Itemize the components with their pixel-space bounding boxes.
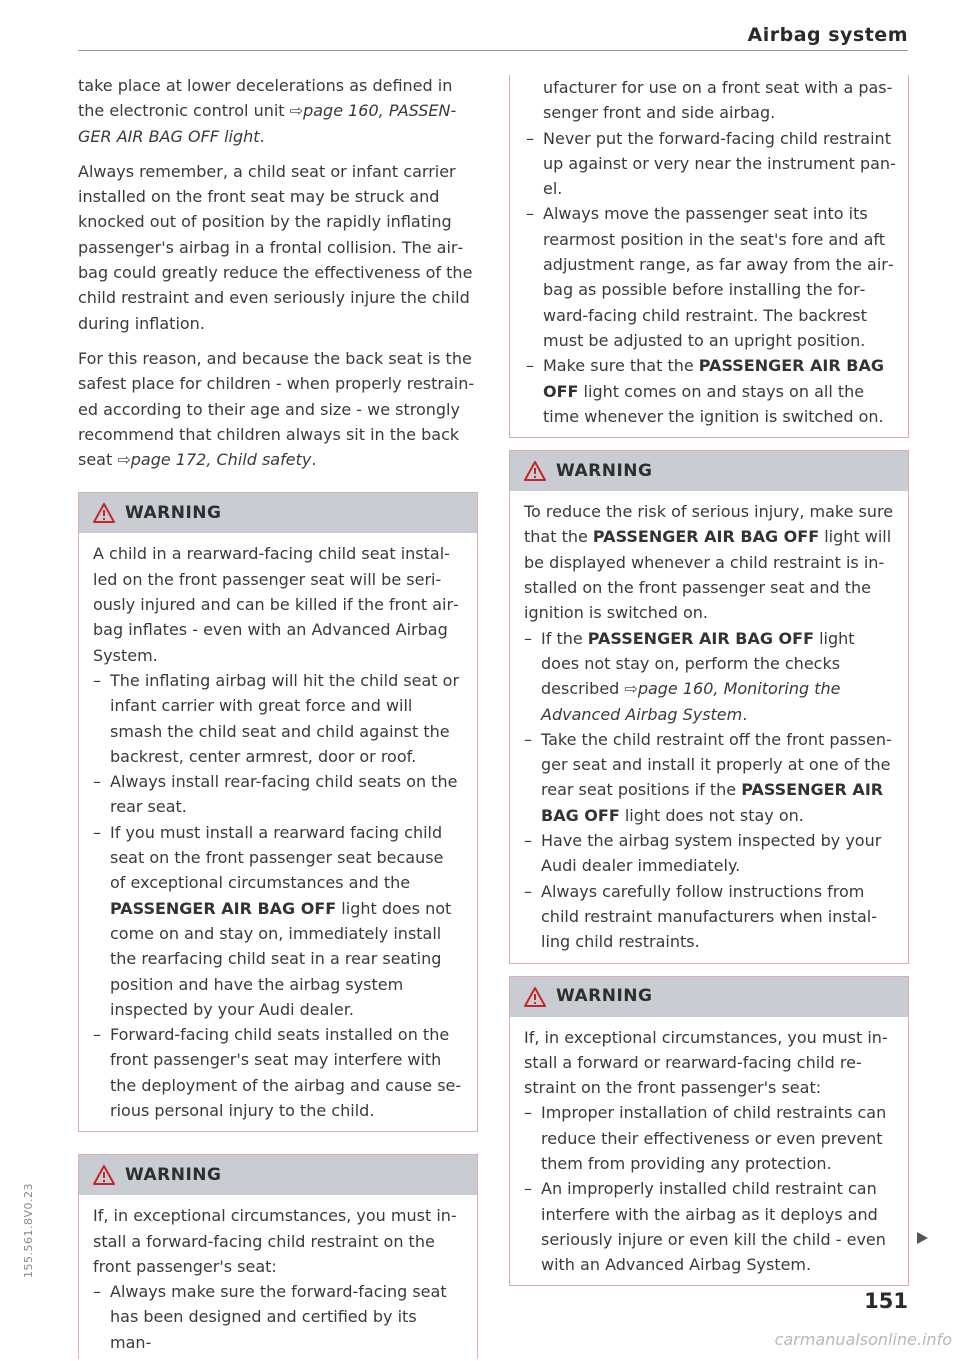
warning-header (510, 977, 908, 1017)
list-item: – If the PASSENGER AIR BAG OFF light does not stay on, perform the checks described ⇨page 160, Monitoring the Advanced Airbag System. (524, 626, 894, 727)
warning-triangle-icon (93, 503, 115, 523)
warning-header (79, 493, 477, 533)
section-title: Airbag system (747, 24, 908, 46)
list-item: – Always install rear-facing child seats on the rear seat. (93, 769, 463, 820)
left-column (78, 73, 478, 1359)
warning-body (510, 491, 908, 962)
continue-arrow-icon (917, 1232, 928, 1244)
warning-intro: If, in exceptional circumstances, you must install a forward-facing child restraint on the front passenger's seat: (93, 1206, 457, 1276)
list-item: – Make sure that the PASSENGER AIR BAG OFF light comes on and stays on all the time whenever the ignition is switched on. (526, 353, 896, 429)
page-reference-link[interactable]: page 160, Monitoring the Advanced Airbag System (541, 679, 841, 724)
list-item: – The inflating airbag will hit the child seat or infant carrier with great force and will smash the child seat and child against the backrest, center armrest, door or roof. (93, 668, 463, 769)
page-ref-arrow-icon: ⇨ (624, 679, 638, 699)
page-ref-arrow-icon: ⇨ (289, 101, 304, 121)
warning-intro: If, in exceptional circumstances, you must install a forward or rearward-facing child restraint on the front passenger's seat: (524, 1027, 888, 1098)
continued-text: ufacturer for use on a front seat with a passenger front and side airbag. (543, 78, 893, 123)
paragraph-1: take place at lower decelerations as defined in the electronic control unit ⇨page 160, PASSENGER AIR BAG OFF light. (78, 76, 457, 146)
warning-list (526, 126, 896, 430)
list-item: – Always make sure the forward-facing seat has been designed and certified by its man- (93, 1279, 463, 1355)
right-column (509, 75, 909, 1286)
warning-body (79, 1195, 477, 1359)
warning-body (510, 1017, 908, 1286)
warning-list (93, 1279, 463, 1355)
warning-list (524, 1100, 894, 1277)
warning-box (509, 450, 909, 963)
list-item: – Have the airbag system inspected by your Audi dealer immediately. (524, 828, 894, 879)
page-ref-arrow-icon: ⇨ (117, 450, 131, 470)
list-item: – An improperly installed child restraint can interfere with the airbag as it deploys and seriously injure or even kill the child - even with an Advanced Airbag System. (524, 1176, 894, 1277)
warning-heading: WARNING (556, 985, 653, 1006)
warning-triangle-icon (93, 1165, 115, 1185)
warning-intro: To reduce the risk of serious injury, make sure that the PASSENGER AIR BAG OFF light will be displayed whenever a child restraint is installed on the front passenger seat and the ignition is switched on. (524, 502, 894, 623)
list-item: – If you must install a rearward facing child seat on the front passenger seat because of exceptional circumstances and the PASSENGER AIR BAG OFF light does not come on and stay on, immediately install the rearfacing child seat in a rear seating position and have the airbag system inspected by your Audi dealer. (93, 820, 463, 1022)
list-item: – Improper installation of child restraints can reduce their effectiveness or even prevent them from providing any protection. (524, 1100, 894, 1176)
header-rule (78, 50, 908, 51)
warning-box (78, 492, 478, 1132)
paragraph-3: For this reason, and because the back seat is the safest place for children - when properly restrained according to their age and size - we strongly recommend that children always sit in the back seat ⇨page 172, Child safety. (78, 348, 475, 470)
warning-header (79, 1155, 477, 1195)
warning-header (510, 451, 908, 491)
warning-box (78, 1154, 478, 1359)
warning-intro: A child in a rearward-facing child seat installed on the front passenger seat will be seriously injured and can be killed if the front airbag inflates - even with an Advanced Airbag System. (93, 544, 459, 665)
document-code: 155.561.8V0.23 (22, 1183, 35, 1278)
warning-body (79, 533, 477, 1131)
warning-heading: WARNING (125, 1164, 222, 1185)
warning-triangle-icon (524, 461, 546, 481)
warning-list (524, 626, 894, 955)
warning-triangle-icon (524, 987, 546, 1007)
paragraph-2: Always remember, a child seat or infant carrier installed on the front seat may be struck and knocked out of position by the rapidly inflating passenger's airbag in a frontal collision. The airbag could greatly reduce the effectiveness of the child restraint and even seriously injure the child during inflation. (78, 161, 473, 333)
list-item: – Take the child restraint off the front passenger seat and install it properly at one of the rear seat positions if the PASSENGER AIR BAG OFF light does not stay on. (524, 727, 894, 828)
warning-continued-box (509, 75, 909, 438)
warning-list (93, 668, 463, 1123)
warning-box (509, 976, 909, 1287)
page-number: 151 (864, 1289, 908, 1313)
warning-heading: WARNING (556, 460, 653, 481)
page-reference-link[interactable]: page 160, PASSENGER AIR BAG OFF light (78, 101, 457, 146)
list-item: – Forward-facing child seats installed on the front passenger's seat may interfere with the deployment of the airbag and cause serious personal injury to the child. (93, 1022, 463, 1123)
list-item: – Always move the passenger seat into its rearmost position in the seat's fore and aft adjustment range, as far away from the airbag as possible before installing the forward-facing child restraint. The backrest must be adjusted to an upright position. (526, 201, 896, 353)
watermark: carmanualsonline.info (774, 1330, 952, 1349)
list-item: – Always carefully follow instructions from child restraint manufacturers when installing child restraints. (524, 879, 894, 955)
list-item: – Never put the forward-facing child restraint up against or very near the instrument panel. (526, 126, 896, 202)
warning-heading: WARNING (125, 502, 222, 523)
page-reference-link[interactable]: page 172, Child safety (130, 450, 312, 470)
